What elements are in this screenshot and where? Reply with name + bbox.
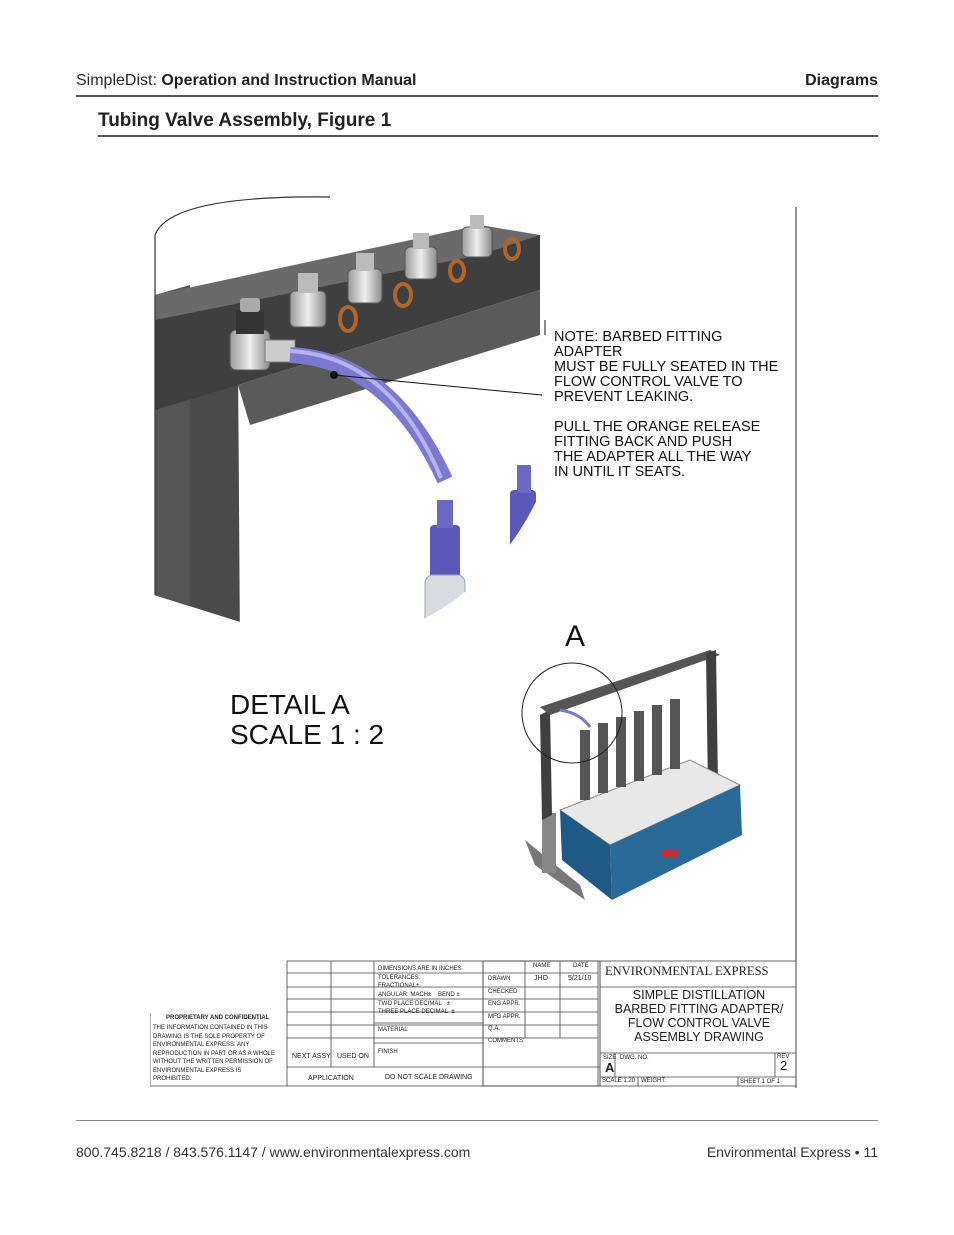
- drawn-label: DRAWN: [488, 976, 511, 982]
- section-name: Diagrams: [805, 72, 878, 89]
- footer-rule: [76, 1120, 878, 1121]
- detail-marker: A: [565, 620, 586, 653]
- assembly-note: [554, 330, 794, 495]
- three-place-label: THREE PLACE DECIMAL ±: [378, 1009, 455, 1015]
- checked-label: CHECKED: [488, 989, 518, 995]
- next-assy-label: NEXT ASSY: [292, 1053, 331, 1060]
- dwg-no-label: DWG. NO.: [620, 1055, 649, 1061]
- mfg-appr-label: MFG APPR.: [488, 1014, 521, 1020]
- qa-label: Q.A.: [488, 1026, 501, 1032]
- rev-label: REV: [777, 1054, 790, 1060]
- page-number: 11: [863, 1144, 878, 1160]
- page-footer: [707, 1144, 878, 1160]
- rev-value: 2: [780, 1058, 788, 1073]
- note-paragraph: NOTE: BARBED FITTING ADAPTER MUST BE FULLY SEATED IN THE FLOW CONTROL VALVE TO PREVENT LEAKING.: [554, 329, 779, 405]
- comments-label: COMMENTS:: [488, 1038, 525, 1044]
- figure-title-rule: [98, 135, 878, 137]
- drawing-title: SIMPLE DISTILLATION BARBED FITTING ADAPTER/ FLOW CONTROL VALVE ASSEMBLY DRAWING: [614, 988, 784, 1044]
- eng-appr-label: ENG APPR.: [488, 1001, 521, 1007]
- detail-title: DETAIL A: [230, 689, 350, 720]
- proprietary-title: PROPRIETARY AND CONFIDENTIAL: [166, 1015, 270, 1021]
- finish-label: FINISH: [378, 1049, 398, 1055]
- drawn-date: 5/21/10: [568, 975, 592, 982]
- date-header: DATE: [573, 963, 589, 969]
- do-not-scale-label: DO NOT SCALE DRAWING: [385, 1074, 473, 1081]
- two-place-label: TWO PLACE DECIMAL ±: [378, 1001, 450, 1007]
- contact-info: 800.745.8218 / 843.576.1147 / www.environmentalexpress.com: [76, 1144, 471, 1160]
- sheet-label: SHEET 1 OF 1: [740, 1079, 780, 1085]
- drawn-name: JHO: [534, 975, 548, 982]
- detail-a-view: [155, 215, 540, 655]
- size-value: A: [605, 1060, 615, 1075]
- material-label: MATERIAL: [378, 1027, 408, 1033]
- detail-scale: SCALE 1 : 2: [230, 719, 385, 750]
- angular-label: ANGULAR: MACH± BEND ±: [378, 992, 460, 998]
- barbed-adapters: [425, 465, 536, 655]
- figure-title: Tubing Valve Assembly, Figure 1: [98, 110, 392, 131]
- fractional-label: FRACTIONAL±: [378, 983, 420, 989]
- footer-company: Environmental Express: [706, 1144, 851, 1160]
- size-label: SIZE: [603, 1055, 617, 1061]
- dimensions-note: DIMENSIONS ARE IN INCHES: [378, 966, 462, 972]
- application-label: APPLICATION: [308, 1075, 354, 1082]
- name-header: NAME: [533, 963, 551, 969]
- company-name: ENVIRONMENTAL EXPRESS: [605, 964, 769, 978]
- detail-label: [230, 690, 384, 750]
- running-header: [76, 72, 416, 90]
- header-rule: [76, 95, 878, 97]
- manual-title: Operation and Instruction Manual: [161, 72, 417, 89]
- weight-label: WEIGHT:: [641, 1078, 666, 1084]
- scale-label: SCALE:1:20: [602, 1078, 636, 1084]
- note-paragraph: PULL THE ORANGE RELEASE FITTING BACK AND PUSH THE ADAPTER ALL THE WAY IN UNTIL IT SEATS.: [554, 419, 761, 480]
- tolerances-label: TOLERANCES:: [378, 975, 421, 981]
- used-on-label: USED ON: [337, 1053, 369, 1060]
- product-name: SimpleDist:: [76, 72, 157, 89]
- proprietary-text: THE INFORMATION CONTAINED IN THIS DRAWING IS THE SOLE PROPERTY OF ENVIRONMENTAL EXPRESS. ANY REPRODUCTION IN PART OR AS A WHOLE WITHOUT THE WRITTEN PERMISSION OF ENVIRONMENTAL EXPRESS IS PROHIBITED.: [153, 1025, 276, 1082]
- overall-assembly-view: [522, 650, 742, 900]
- footer-separator: •: [854, 1144, 860, 1160]
